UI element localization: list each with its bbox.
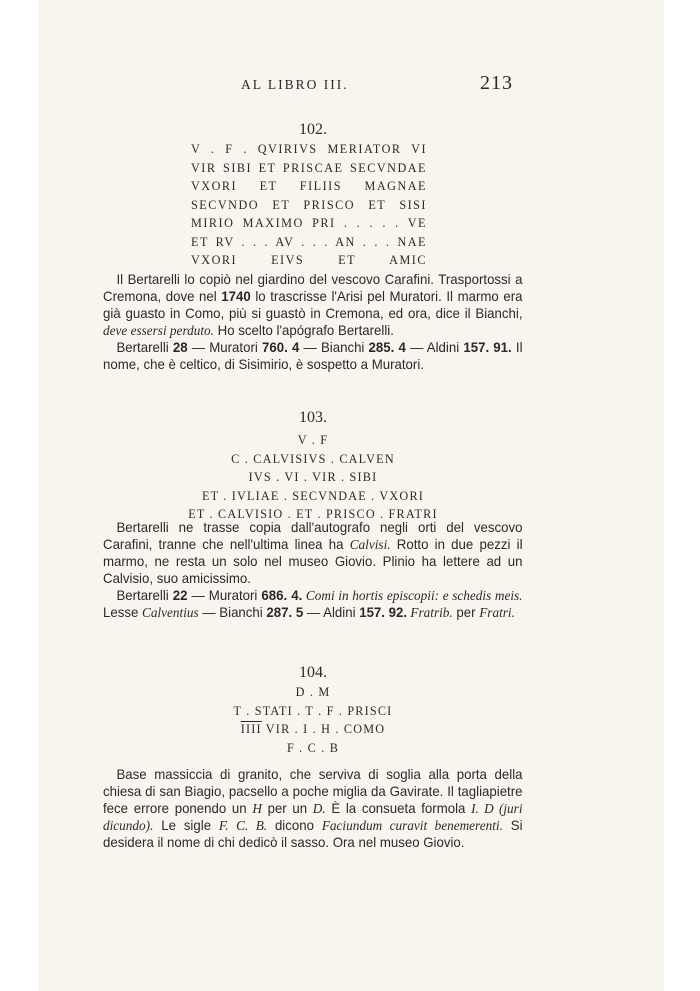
reference-number: 287. 5 bbox=[266, 605, 304, 620]
entry-103-number-block bbox=[103, 409, 523, 427]
inscription-line: V . F . QVIRIVS MERIATOR VI bbox=[191, 142, 427, 156]
commentary-paragraph bbox=[103, 766, 523, 851]
inscription-line: ET RV . . . AV . . . AN . . . NAE bbox=[191, 234, 427, 249]
text-run: Il nome, che è celtico, di Sisimirio, è sospetto a Muratori. bbox=[103, 340, 523, 372]
text-run: Lesse bbox=[103, 605, 143, 620]
entry-103-commentary bbox=[103, 519, 523, 621]
text-run: per bbox=[452, 605, 480, 620]
reference-number: 760. 4 bbox=[262, 340, 300, 355]
inscription-line: VXORI EIVS ET AMIC bbox=[191, 253, 427, 267]
reference-number: 285. 4 bbox=[368, 340, 406, 355]
reference-paragraph bbox=[103, 587, 523, 621]
italic-phrase: Fratrib. bbox=[407, 605, 453, 620]
running-title: AL LIBRO III. bbox=[241, 77, 349, 92]
text-run: — Bianchi bbox=[299, 340, 369, 355]
italic-phrase: Fratri. bbox=[479, 605, 515, 620]
text-run: — Muratori bbox=[187, 340, 262, 355]
text-run: Rotto in due pezzi il marmo, ne resta un solo nel museo Giovio. Plinio ha lettere ad un Calvisio, suo amicissimo. bbox=[103, 537, 523, 586]
reference-paragraph bbox=[103, 339, 523, 373]
inscription-line: V . F bbox=[297, 433, 329, 447]
entry-104-number-block bbox=[103, 664, 523, 682]
commentary-paragraph bbox=[103, 519, 523, 587]
running-head bbox=[103, 72, 523, 97]
entry-104-inscription bbox=[103, 683, 523, 757]
text-run: — Muratori bbox=[187, 588, 262, 603]
inscription-text bbox=[191, 140, 427, 270]
inscription-line: C . CALVISIVS . CALVEN bbox=[231, 451, 395, 466]
italic-phrase: deve essersi perduto. bbox=[103, 323, 214, 338]
text-run: Le sigle bbox=[153, 818, 219, 833]
entry-number: 102. bbox=[299, 121, 327, 138]
text-run: dicono bbox=[267, 818, 322, 833]
text-run: Bertarelli bbox=[116, 588, 173, 603]
inscription-line: SECVNDO ET PRISCO ET SISI bbox=[191, 197, 427, 212]
reference-number: 28 bbox=[172, 340, 188, 355]
page-number: 213 bbox=[480, 72, 513, 94]
text-run: È la consueta formola bbox=[325, 801, 472, 816]
italic-phrase: H bbox=[252, 801, 262, 816]
entry-102-commentary bbox=[103, 271, 523, 373]
text-run: Si desidera il nome di chi dedicò il sasso. Ora nel museo Giovio. bbox=[103, 818, 523, 850]
inscription-line: VXORI ET FILIIS MAGNAE bbox=[191, 179, 427, 193]
italic-phrase: I. D (juri dicundo). bbox=[103, 801, 523, 833]
text-run: Bertarelli ne trasse copia dall'autografo negli orti del vescovo Carafini, tranne che nell'ultima linea ha bbox=[103, 520, 523, 552]
inscription-line: T . STATI . T . F . PRISCI bbox=[233, 703, 393, 718]
italic-phrase: F. C. B. bbox=[218, 818, 268, 833]
overlined-numeral: IIII bbox=[240, 722, 262, 736]
inscription-line: MIRIO MAXIMO PRI . . . . . VE bbox=[191, 216, 427, 230]
reference-number: 22 bbox=[172, 588, 188, 603]
text-run: Base massiccia di granito, che serviva di soglia alla porta della chiesa di san Biagio, pacsello a poche miglia da Gavirate. Il tagliapietre fece errore ponendo un bbox=[103, 767, 523, 816]
italic-phrase: Calventius bbox=[142, 605, 199, 620]
text-run: per un bbox=[261, 801, 313, 816]
inscription-line: IVS . VI . VIR . SIBI bbox=[248, 470, 378, 484]
text-run: — Aldini bbox=[405, 340, 464, 355]
entry-104-commentary bbox=[103, 766, 523, 851]
text-run: — Bianchi bbox=[198, 605, 267, 620]
year-number: 1740 bbox=[221, 289, 251, 304]
text-run: Il Bertarelli lo copiò nel giardino del vescovo Carafini. Trasportossi a Cremona, dove nel bbox=[103, 272, 523, 304]
inscription-line: D . M bbox=[295, 685, 331, 699]
inscription-line: VIR SIBI ET PRISCAE SECVNDAE bbox=[191, 160, 427, 175]
inscription-line bbox=[103, 720, 523, 739]
text-run: — Aldini bbox=[303, 605, 360, 620]
italic-phrase: Faciundum curavit benemerenti. bbox=[321, 818, 503, 833]
text-run: VIR . I . H . COMO bbox=[261, 722, 386, 736]
text-run: Bertarelli bbox=[116, 340, 173, 355]
italic-phrase: Calvisi. bbox=[349, 537, 391, 552]
italic-phrase: Comi in hortis episcopii: e schedis meis. bbox=[302, 588, 523, 603]
reference-number: 157. 91. bbox=[463, 340, 512, 355]
entry-103-inscription bbox=[103, 431, 523, 524]
reference-number: 157. 92. bbox=[359, 605, 408, 620]
reference-number: 686. 4. bbox=[261, 588, 303, 603]
entry-number: 104. bbox=[299, 664, 327, 681]
commentary-paragraph bbox=[103, 271, 523, 339]
italic-phrase: D. bbox=[312, 801, 326, 816]
text-run: lo trascrisse l'Arisi pel Muratori. Il marmo era già guasto in Como, più si guastò in Cremona, ed ora, dice il Bianchi, bbox=[103, 289, 523, 321]
inscription-line: F . C . B bbox=[286, 740, 340, 755]
entry-102-number-block bbox=[103, 121, 523, 139]
entry-number: 103. bbox=[299, 409, 327, 426]
text-run: Ho scelto l'apógrafo Bertarelli. bbox=[213, 323, 394, 338]
inscription-line: ET . IVLIAE . SECVNDAE . VXORI bbox=[201, 488, 425, 503]
inscription-line: ET . CALVISIO . ET . PRISCO . FRATRI bbox=[188, 507, 438, 521]
